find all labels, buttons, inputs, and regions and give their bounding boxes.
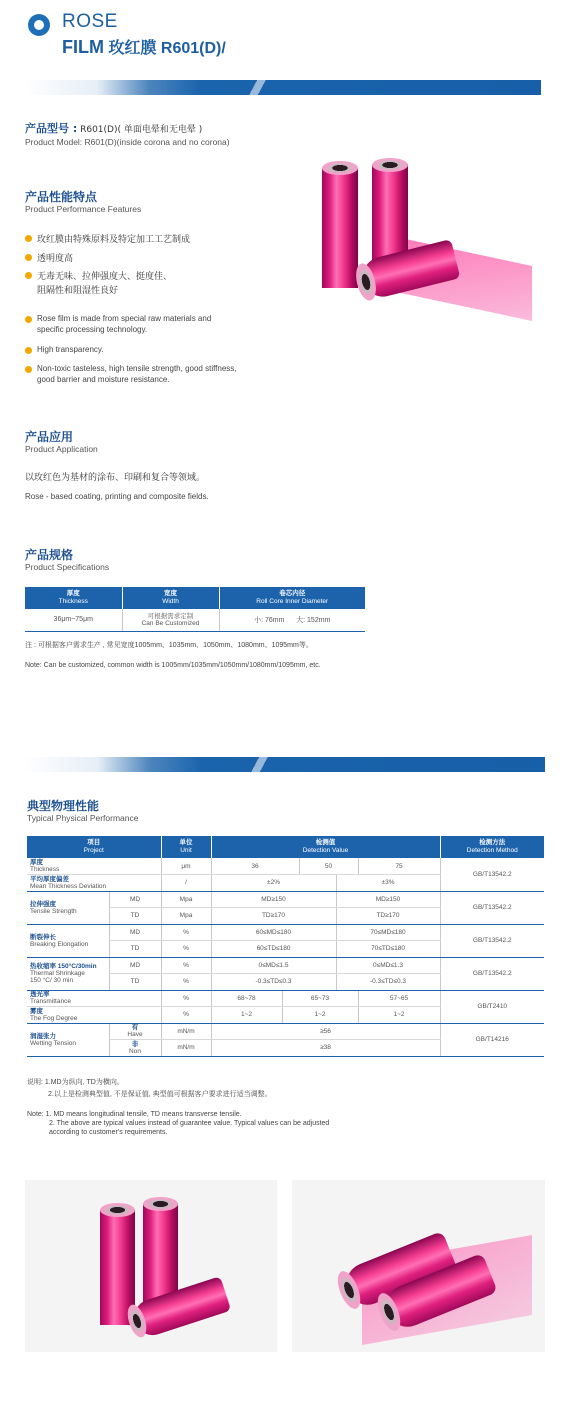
phys-elongation-md1: 60≤MD≤180 bbox=[211, 924, 336, 941]
application-text-cn: 以玫红色为基材的涂布、印刷和复合等领域。 bbox=[25, 473, 206, 483]
phys-wetting-method: GB/T14216 bbox=[440, 1023, 544, 1056]
phys-wetting-label: 润湿张力 Wetting Tension bbox=[27, 1023, 109, 1056]
phys-elongation-td2: 70≤TD≤180 bbox=[336, 941, 440, 958]
phys-note-en-1: Note: 1. MD means longitudinal tensile, TD means transverse tensile. bbox=[27, 1111, 242, 1118]
phys-shrinkage-td2: -0.3≤TD≤0.3 bbox=[336, 974, 440, 991]
phys-tensile-td1: TD≥170 bbox=[211, 908, 336, 925]
phys-shrinkage-label: 热收缩率 150°C/30min Thermal Shrinkage 150 °C/ 30 min bbox=[27, 957, 109, 990]
features-title: 产品性能特点 bbox=[25, 190, 98, 204]
header-band bbox=[25, 80, 541, 95]
phys-meandev-label: 平均厚度偏差 Mean Thickness Deviation bbox=[27, 875, 161, 892]
phys-header-method: 检测方法 Detection Method bbox=[440, 836, 544, 858]
application-title: 产品应用 bbox=[25, 430, 74, 444]
phys-wetting-non: 非 Non bbox=[109, 1040, 161, 1057]
model-label: 产品型号 : bbox=[25, 122, 78, 135]
application-subtitle: Product Application bbox=[25, 444, 98, 454]
feature-cn-1: 玫红膜由特殊原料及特定加工工艺制成 bbox=[37, 235, 191, 245]
feature-en-2: High transparency. bbox=[37, 345, 104, 354]
phys-tensile-md: MD bbox=[109, 891, 161, 908]
phys-fog-label: 雾度 The Fog Degree bbox=[27, 1007, 161, 1024]
bullet-icon bbox=[25, 366, 32, 373]
phys-fog-unit: % bbox=[161, 1007, 211, 1024]
phys-thickness-50: 50 bbox=[299, 858, 358, 875]
model-en: Product Model: R601(D)(inside corona and no corona) bbox=[25, 137, 230, 147]
product-photo-rolls-lying bbox=[292, 1180, 545, 1352]
phys-header-unit: 单位 Unit bbox=[161, 836, 211, 858]
physical-title: 典型物理性能 bbox=[27, 799, 100, 813]
feature-en-3a: Non-toxic tasteless, high tensile strength, good stiffness, bbox=[37, 364, 237, 373]
bullet-icon bbox=[25, 235, 32, 242]
feature-cn-3b: 阻隔性和阻湿性良好 bbox=[37, 286, 119, 296]
phys-elongation-label: 断裂伸长 Breaking Elongation bbox=[27, 924, 109, 957]
feature-cn-2: 透明度高 bbox=[37, 254, 74, 264]
phys-meandev-2: ±3% bbox=[336, 875, 440, 892]
phys-shrinkage-td: TD bbox=[109, 974, 161, 991]
phys-tensile-unit-td: Mpa bbox=[161, 908, 211, 925]
phys-wetting-have: 有 Have bbox=[109, 1023, 161, 1040]
phys-meandev-unit: / bbox=[161, 875, 211, 892]
phys-wetting-unit-have: mN/m bbox=[161, 1023, 211, 1040]
phys-tensile-label: 拉伸强度 Tensile Strength bbox=[27, 891, 109, 924]
phys-wetting-have-val: ≥56 bbox=[211, 1023, 440, 1040]
specs-table bbox=[25, 587, 365, 632]
phys-note-cn-2: 2.以上是检测典型值, 不是保证值, 典型值可根据客户要求进行适当调整。 bbox=[48, 1091, 272, 1098]
phys-tensile-unit-md: Mpa bbox=[161, 891, 211, 908]
spec-header-core: 卷芯内径 Roll Core Inner Diameter bbox=[219, 587, 365, 609]
phys-transmittance-36: 68~78 bbox=[211, 990, 282, 1007]
phys-elongation-td: TD bbox=[109, 941, 161, 958]
phys-elongation-unit-md: % bbox=[161, 924, 211, 941]
section-band bbox=[25, 757, 545, 772]
specs-note-cn: 注 : 可根据客户需求生产 , 常见宽度1005mm、1035mm、1050mm、1080mm、1095mm等。 bbox=[25, 642, 313, 649]
phys-transmittance-50: 65~73 bbox=[282, 990, 358, 1007]
application-text-en: Rose - based coating, printing and composite fields. bbox=[25, 492, 209, 501]
spec-thickness-value: 36μm~75μm bbox=[25, 609, 122, 631]
physical-table bbox=[27, 836, 544, 1057]
phys-shrinkage-md1: 0≤MD≤1.5 bbox=[211, 957, 336, 974]
phys-tensile-method: GB/T13542.2 bbox=[440, 891, 544, 924]
phys-meandev-1: ±2% bbox=[211, 875, 336, 892]
brand-product-name: 玫红膜 R601(D)/ bbox=[104, 40, 226, 57]
feature-cn-3a: 无毒无味、拉伸强度大、挺度佳、 bbox=[37, 272, 173, 282]
phys-transmittance-75: 57~65 bbox=[358, 990, 440, 1007]
phys-shrinkage-md: MD bbox=[109, 957, 161, 974]
product-photo-rolls bbox=[300, 150, 540, 340]
product-photo-rolls-standing bbox=[25, 1180, 277, 1352]
bullet-icon bbox=[25, 347, 32, 354]
brand-line-2 bbox=[62, 35, 226, 58]
phys-shrinkage-td1: -0.3≤TD≤0.3 bbox=[211, 974, 336, 991]
specs-subtitle: Product Specifications bbox=[25, 562, 110, 572]
bullet-icon bbox=[25, 316, 32, 323]
bullet-icon bbox=[25, 272, 32, 279]
phys-transmittance-label: 透光率 Transmittance bbox=[27, 990, 161, 1007]
phys-elongation-td1: 60≤TD≤180 bbox=[211, 941, 336, 958]
phys-thickness-unit: μm bbox=[161, 858, 211, 875]
phys-elongation-md: MD bbox=[109, 924, 161, 941]
features-subtitle: Product Performance Features bbox=[25, 204, 142, 214]
phys-elongation-unit-td: % bbox=[161, 941, 211, 958]
phys-fog-75: 1~2 bbox=[358, 1007, 440, 1024]
feature-en-1b: specific processing technology. bbox=[37, 325, 148, 334]
spec-header-width: 宽度 Width bbox=[122, 587, 219, 609]
brand-logo-icon bbox=[28, 14, 50, 36]
phys-tensile-md2: MD≥150 bbox=[336, 891, 440, 908]
phys-transmittance-unit: % bbox=[161, 990, 211, 1007]
phys-note-en-2: 2. The above are typical values instead of guarantee value. Typical values can be adjusted bbox=[49, 1120, 330, 1127]
phys-shrinkage-unit-td: % bbox=[161, 974, 211, 991]
phys-shrinkage-md2: 0≤MD≤1.3 bbox=[336, 957, 440, 974]
physical-subtitle: Typical Physical Performance bbox=[27, 813, 139, 823]
phys-tensile-td2: TD≥170 bbox=[336, 908, 440, 925]
phys-thickness-label: 厚度 Thickness bbox=[27, 858, 161, 875]
phys-header-value: 检测值 Detection Value bbox=[211, 836, 440, 858]
brand-line-1: ROSE bbox=[62, 11, 118, 32]
phys-shrinkage-method: GB/T13542.2 bbox=[440, 957, 544, 990]
spec-width-value: 可根据需求定制 Can Be Customized bbox=[122, 609, 219, 631]
spec-core-value: 小: 76mm 大: 152mm bbox=[219, 609, 365, 631]
brand-film-word: FILM bbox=[62, 37, 104, 57]
phys-elongation-md2: 70≤MD≤180 bbox=[336, 924, 440, 941]
phys-fog-50: 1~2 bbox=[282, 1007, 358, 1024]
phys-header-project: 项目 Project bbox=[27, 836, 161, 858]
phys-note-cn-1: 说明: 1.MD为纵向, TD为横向。 bbox=[27, 1079, 124, 1086]
phys-thickness-method: GB/T13542.2 bbox=[440, 858, 544, 891]
bullet-icon bbox=[25, 254, 32, 261]
phys-transmittance-method: GB/T2410 bbox=[440, 990, 544, 1023]
specs-note-en: Note: Can be customized, common width is 1005mm/1035mm/1050mm/1080mm/1095mm, etc. bbox=[25, 662, 321, 669]
phys-thickness-75: 75 bbox=[358, 858, 440, 875]
phys-shrinkage-unit-md: % bbox=[161, 957, 211, 974]
phys-tensile-md1: MD≥150 bbox=[211, 891, 336, 908]
phys-note-en-3: according to customer's requirements. bbox=[49, 1129, 168, 1136]
phys-elongation-method: GB/T13542.2 bbox=[440, 924, 544, 957]
feature-en-1a: Rose film is made from special raw materials and bbox=[37, 314, 212, 323]
model-value: R601(D)( 单面电晕和无电晕 ) bbox=[77, 125, 203, 135]
phys-fog-36: 1~2 bbox=[211, 1007, 282, 1024]
phys-wetting-non-val: ≥38 bbox=[211, 1040, 440, 1057]
phys-tensile-td: TD bbox=[109, 908, 161, 925]
phys-wetting-unit-non: mN/m bbox=[161, 1040, 211, 1057]
specs-title: 产品规格 bbox=[25, 548, 74, 562]
feature-en-3b: good barrier and moisture resistance. bbox=[37, 375, 170, 384]
spec-header-thickness: 厚度 Thickness bbox=[25, 587, 122, 609]
product-model bbox=[25, 120, 202, 136]
phys-thickness-36: 36 bbox=[211, 858, 299, 875]
